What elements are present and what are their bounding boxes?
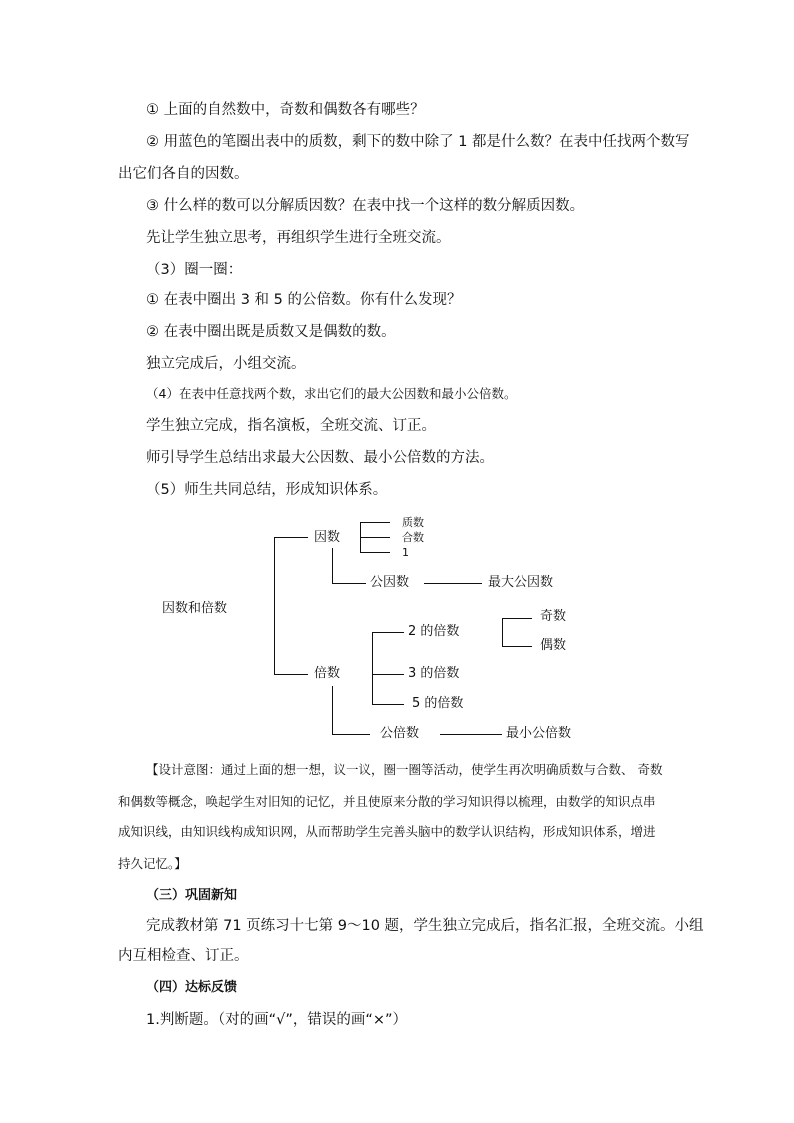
circle-task-2: ② 在表中圈出既是质数又是偶数的数。 xyxy=(146,324,396,340)
diagram-common-factor-label: 公因数 xyxy=(370,575,410,590)
diagram-composite-label: 合数 xyxy=(402,531,424,544)
diagram-gcf-label: 最大公因数 xyxy=(488,575,554,590)
diagram-one-label: 1 xyxy=(402,546,409,559)
common-factor-branch-line xyxy=(332,583,366,584)
lcm-connector-line xyxy=(440,734,502,735)
composite-branch-line xyxy=(360,537,390,538)
question-2-line-2: 出它们各自的因数。 xyxy=(118,166,249,182)
section-4-heading: （四）达标反馈 xyxy=(146,980,238,995)
diagram-prime-label: 质数 xyxy=(402,516,424,529)
common-multiple-branch-line xyxy=(332,734,370,735)
instruction-summary: 师引导学生总结出求最大公因数、最小公倍数的方法。 xyxy=(146,450,494,466)
diagram-odd-label: 奇数 xyxy=(540,609,567,624)
section-3-line-2: 内互相检查、订正。 xyxy=(118,948,249,964)
gcf-connector-line xyxy=(424,583,482,584)
question-3: ③ 什么样的数可以分解质因数？在表中找一个这样的数分解质因数。 xyxy=(146,198,585,214)
diagram-mult2-label: 2 的倍数 xyxy=(408,624,460,639)
multiple-branch-line xyxy=(274,674,308,675)
question-2-line-1: ② 用蓝色的笔圈出表中的质数，剩下的数中除了 1 都是什么数？在表中任找两个数写 xyxy=(146,134,690,150)
step-3-heading: （3）圈一圈： xyxy=(146,262,243,278)
judgment-question-heading: 1.判断题。（对的画“√”，错误的画“×”） xyxy=(146,1012,408,1028)
instruction-think: 先让学生独立思考，再组织学生进行全班交流。 xyxy=(146,230,451,246)
multiple-sub-trunk-line xyxy=(372,632,373,704)
diagram-factor-label: 因数 xyxy=(314,530,341,545)
instruction-board: 学生独立完成，指名演板，全班交流、订正。 xyxy=(146,418,436,434)
diagram-common-multiple-label: 公倍数 xyxy=(380,726,420,741)
step-5: （5）师生共同总结，形成知识体系。 xyxy=(146,482,388,498)
diagram-lcm-label: 最小公倍数 xyxy=(506,726,572,741)
design-intent-line-3: 成知识线，由知识线构成知识网，从而帮助学生完善头脑中的数学认识结构，形成知识体系，增进 xyxy=(118,824,656,839)
diagram-mult3-label: 3 的倍数 xyxy=(408,666,460,681)
diagram-mult5-label: 5 的倍数 xyxy=(412,696,464,711)
odd-even-trunk-line xyxy=(502,618,503,646)
mult5-branch-line xyxy=(372,704,404,705)
diagram-even-label: 偶数 xyxy=(540,638,567,653)
design-intent-line-1: 【设计意图：通过上面的想一想，议一议，圈一圈等活动，使学生再次明确质数与合数、 奇数 xyxy=(146,762,663,777)
odd-branch-line xyxy=(502,618,532,619)
instruction-group: 独立完成后，小组交流。 xyxy=(146,356,306,372)
design-intent-line-2: 和偶数等概念，唤起学生对旧知的记忆，并且使原来分散的学习知识得以梳理，由数学的知识点串 xyxy=(118,794,656,809)
diagram-multiple-label: 倍数 xyxy=(314,666,341,681)
mult3-branch-line xyxy=(372,674,404,675)
one-branch-line xyxy=(360,552,390,553)
section-3-heading: （三）巩固新知 xyxy=(146,888,238,903)
circle-task-1: ① 在表中圈出 3 和 5 的公倍数。你有什么发现？ xyxy=(146,292,462,308)
question-1: ① 上面的自然数中，奇数和偶数各有哪些？ xyxy=(146,102,425,118)
mult2-branch-line xyxy=(372,632,404,633)
step-4: （4）在表中任意找两个数，求出它们的最大公因数和最小公倍数。 xyxy=(146,386,517,401)
common-multiple-drop-line xyxy=(332,686,333,734)
root-trunk-line xyxy=(274,537,275,674)
section-3-line-1: 完成教材第 71 页练习十七第 9～10 题，学生独立完成后，指名汇报，全班交流。小组 xyxy=(146,918,704,934)
factor-branch-line xyxy=(274,537,308,538)
prime-branch-line xyxy=(360,522,390,523)
diagram-root-label: 因数和倍数 xyxy=(162,601,228,616)
design-intent-line-4: 持久记忆。】 xyxy=(118,856,187,871)
even-branch-line xyxy=(502,646,532,647)
common-factor-drop-line xyxy=(332,548,333,583)
